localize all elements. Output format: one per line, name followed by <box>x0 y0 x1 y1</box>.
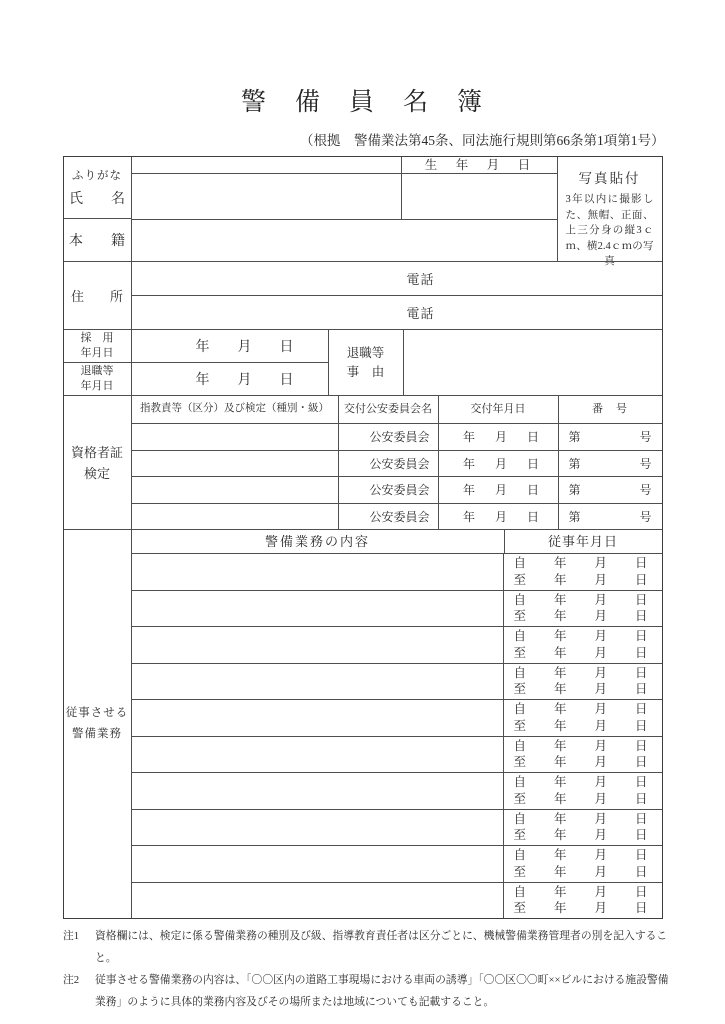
number-prefix: 第 <box>568 509 581 524</box>
identity-label-column <box>64 157 132 261</box>
name-row <box>132 174 557 219</box>
qualification-kind-entry <box>132 424 338 450</box>
to-label: 至 <box>513 901 527 916</box>
month-label: 月 <box>594 556 607 571</box>
footnote-text: 従事させる警備業務の内容は、「〇〇区内の道路工事現場における車両の誘導」「〇〇区〇〇町××ビルにおける施設警備業務」のように具体的業務内容及びその場所または地域についても記載すること。 <box>95 974 669 1008</box>
photo-title: 写真貼付 <box>578 171 641 186</box>
month-label: 月 <box>594 572 607 587</box>
to-label: 至 <box>513 645 527 660</box>
engagement-date-entry <box>504 554 662 590</box>
engagement-to-line <box>514 720 648 733</box>
address-entry-row <box>132 295 662 329</box>
year-label: 年 <box>553 682 567 697</box>
engagement-date-entry <box>504 773 662 809</box>
certificate-number-entry <box>558 424 662 450</box>
day-label: 日 <box>634 556 648 571</box>
work-content-entry <box>132 700 504 736</box>
work-content-entry <box>132 627 504 663</box>
leave-label-line1: 退職等 <box>80 365 114 377</box>
engagement-date-entry <box>504 737 662 773</box>
reason-label-line2: 事 由 <box>346 365 385 379</box>
from-label: 自 <box>513 665 527 680</box>
engagement-row <box>132 626 662 663</box>
footnote-marker: 注2 <box>63 974 80 986</box>
qualification-kind-header: 指教責等（区分）及び検定（種別・級） <box>140 403 329 415</box>
furigana-label: ふりがな <box>72 170 122 182</box>
engagement-date-header: 従事年月日 <box>504 530 662 553</box>
engagement-label <box>64 530 132 918</box>
certificate-number-header: 番 号 <box>558 396 662 423</box>
engagement-date-entry <box>504 883 662 919</box>
number-suffix: 号 <box>639 483 652 498</box>
leave-date-entry: 年 月 日 <box>195 373 294 388</box>
year-label: 年 <box>553 884 567 899</box>
year-label: 年 <box>553 848 567 863</box>
address-section <box>64 261 662 329</box>
engagement-row <box>132 699 662 736</box>
day-label: 日 <box>634 775 648 790</box>
month-label: 月 <box>594 848 607 863</box>
work-content-entry <box>132 737 504 773</box>
engagement-row <box>132 809 662 846</box>
engagement-from-line <box>514 849 648 862</box>
number-suffix: 号 <box>639 509 652 524</box>
day-label: 日 <box>634 901 648 916</box>
engagement-rows <box>132 553 662 918</box>
footnote <box>63 969 725 1013</box>
from-label: 自 <box>513 629 527 644</box>
engagement-from-line <box>514 667 648 680</box>
day-label: 日 <box>634 755 648 770</box>
qualification-label <box>64 396 132 529</box>
identity-entry-area <box>132 157 557 261</box>
address-label: 住 所 <box>64 262 132 329</box>
to-label: 至 <box>513 609 527 624</box>
engagement-to-line <box>514 866 648 879</box>
qualification-row <box>132 423 662 450</box>
issue-date-entry: 年 月 日 <box>438 424 558 450</box>
honseki-label: 本 籍 <box>69 234 125 249</box>
year-label: 年 <box>553 775 567 790</box>
leave-label-line2: 年月日 <box>80 380 114 392</box>
day-label: 日 <box>634 702 648 717</box>
qualification-kind-entry <box>132 504 338 530</box>
year-label: 年 <box>553 629 567 644</box>
work-content-entry <box>132 554 504 590</box>
engagement-date-entry <box>504 627 662 663</box>
furigana-entry-area <box>132 157 402 173</box>
engagement-label-line1: 従事させる <box>65 706 129 719</box>
year-label: 年 <box>553 609 567 624</box>
qualification-kind-entry <box>132 477 338 503</box>
certificate-number-entry <box>558 451 662 477</box>
name-label-cell <box>64 157 131 219</box>
engagement-to-line <box>514 574 648 587</box>
engagement-to-line <box>514 610 648 623</box>
qualification-label-line2: 検定 <box>83 465 110 481</box>
engagement-from-line <box>514 813 648 826</box>
name-label: 氏 名 <box>69 192 125 207</box>
month-label: 月 <box>594 755 607 770</box>
work-content-entry <box>132 591 504 627</box>
employment-dates-left <box>64 330 329 395</box>
engagement-row <box>132 553 662 590</box>
birthdate-entry-area <box>402 174 557 219</box>
engagement-header-row <box>132 530 662 553</box>
month-label: 月 <box>594 901 607 916</box>
engagement-grid <box>132 530 662 918</box>
name-entry-area <box>132 174 402 219</box>
year-label: 年 <box>553 665 567 680</box>
from-label: 自 <box>513 848 527 863</box>
issue-date-entry: 年 月 日 <box>438 504 558 530</box>
month-label: 月 <box>594 682 607 697</box>
certificate-number-entry <box>558 504 662 530</box>
engagement-to-line <box>514 647 648 660</box>
hire-date-entry: 年 月 日 <box>195 340 294 355</box>
engagement-from-line <box>514 740 648 753</box>
number-prefix: 第 <box>568 483 581 498</box>
year-label: 年 <box>553 755 567 770</box>
engagement-to-line <box>514 756 648 769</box>
work-content-entry <box>132 773 504 809</box>
year-label: 年 <box>553 702 567 717</box>
month-label: 月 <box>594 828 607 843</box>
engagement-to-line <box>514 829 648 842</box>
from-label: 自 <box>513 702 527 717</box>
day-label: 日 <box>634 718 648 733</box>
engagement-row <box>132 772 662 809</box>
month-label: 月 <box>594 702 607 717</box>
number-suffix: 号 <box>639 430 652 445</box>
month-label: 月 <box>594 791 607 806</box>
legal-basis-line: （根拠 警備業法第45条、同法施行規則第66条第1項第1号） <box>300 133 665 148</box>
year-label: 年 <box>553 828 567 843</box>
engagement-date-entry <box>504 846 662 882</box>
hire-label-line2: 年月日 <box>80 347 114 359</box>
qualification-row <box>132 503 662 530</box>
qualification-rows <box>132 423 662 529</box>
day-label: 日 <box>634 572 648 587</box>
to-label: 至 <box>513 572 527 587</box>
certificate-number-entry <box>558 477 662 503</box>
day-label: 日 <box>634 609 648 624</box>
day-label: 日 <box>634 645 648 660</box>
roster-table <box>63 156 663 919</box>
day-label: 日 <box>634 682 648 697</box>
day-label: 日 <box>634 828 648 843</box>
work-content-header: 警備業務の内容 <box>264 534 370 549</box>
number-suffix: 号 <box>639 456 652 471</box>
to-label: 至 <box>513 864 527 879</box>
issue-date-entry: 年 月 日 <box>438 451 558 477</box>
identity-section <box>64 157 662 267</box>
engagement-from-line <box>514 594 648 607</box>
qualification-row <box>132 450 662 477</box>
engagement-section <box>64 529 662 918</box>
reason-label-line1: 退職等 <box>346 345 385 360</box>
engagement-date-entry <box>504 591 662 627</box>
phone-label: 電話 <box>406 272 435 287</box>
address-rows <box>132 262 662 329</box>
year-label: 年 <box>553 791 567 806</box>
leave-reason-label <box>329 330 404 395</box>
engagement-from-line <box>514 703 648 716</box>
from-label: 自 <box>513 775 527 790</box>
from-label: 自 <box>513 592 527 607</box>
issuing-committee-entry: 公安委員会 <box>338 504 438 530</box>
footnote <box>63 925 725 969</box>
photo-instructions: 3年以内に撮影した、無帽、正面、上三分身の縦3ｃｍ、横2.4ｃｍの写真 <box>565 194 654 267</box>
issuing-committee-header: 交付公安委員会名 <box>338 396 438 423</box>
engagement-label-line2: 警備業務 <box>72 728 122 740</box>
engagement-to-line <box>514 793 648 806</box>
footnote-text: 資格欄には、検定に係る警備業務の種別及び級、指導教育責任者は区分ごとに、機械警備業務管理者の別を記入すること。 <box>95 930 668 964</box>
day-label: 日 <box>634 864 648 879</box>
year-label: 年 <box>553 645 567 660</box>
year-label: 年 <box>553 738 567 753</box>
year-label: 年 <box>553 556 567 571</box>
qualification-header-row <box>132 396 662 423</box>
number-prefix: 第 <box>568 456 581 471</box>
month-label: 月 <box>594 629 607 644</box>
employment-dates-section <box>64 329 662 395</box>
engagement-row <box>132 663 662 700</box>
to-label: 至 <box>513 682 527 697</box>
engagement-from-line <box>514 630 648 643</box>
issuing-committee-entry: 公安委員会 <box>338 424 438 450</box>
birthdate-label: 生 年 月 日 <box>424 157 534 172</box>
honseki-entry-area <box>132 219 557 261</box>
month-label: 月 <box>594 811 607 826</box>
engagement-date-entry <box>504 810 662 846</box>
month-label: 月 <box>594 884 607 899</box>
day-label: 日 <box>634 884 648 899</box>
year-label: 年 <box>553 811 567 826</box>
from-label: 自 <box>513 738 527 753</box>
from-label: 自 <box>513 556 527 571</box>
engagement-from-line <box>514 557 648 570</box>
month-label: 月 <box>594 592 607 607</box>
month-label: 月 <box>594 665 607 680</box>
day-label: 日 <box>634 665 648 680</box>
hire-date-label <box>64 330 132 362</box>
year-label: 年 <box>553 901 567 916</box>
engagement-from-line <box>514 776 648 789</box>
issue-date-entry: 年 月 日 <box>438 477 558 503</box>
hire-date-row <box>64 330 328 362</box>
engagement-row <box>132 882 662 919</box>
qualification-kind-entry <box>132 451 338 477</box>
to-label: 至 <box>513 791 527 806</box>
furigana-row <box>132 157 557 174</box>
engagement-to-line <box>514 902 648 915</box>
qualification-label-line1: 資格者証 <box>70 444 123 460</box>
day-label: 日 <box>634 811 648 826</box>
year-label: 年 <box>553 572 567 587</box>
month-label: 月 <box>594 738 607 753</box>
footnote-marker: 注1 <box>63 930 80 942</box>
day-label: 日 <box>634 738 648 753</box>
day-label: 日 <box>634 629 648 644</box>
to-label: 至 <box>513 755 527 770</box>
qualification-section <box>64 395 662 529</box>
page-title: 警 備 員 名 簿 <box>240 89 484 116</box>
footnotes <box>63 925 725 1013</box>
year-label: 年 <box>553 718 567 733</box>
year-label: 年 <box>553 864 567 879</box>
work-content-entry <box>132 664 504 700</box>
qualification-grid <box>132 396 662 529</box>
leave-reason-entry-area <box>404 330 662 395</box>
month-label: 月 <box>594 718 607 733</box>
qualification-row <box>132 476 662 503</box>
month-label: 月 <box>594 775 607 790</box>
engagement-date-entry <box>504 700 662 736</box>
hire-label-line1: 採 用 <box>80 332 114 344</box>
day-label: 日 <box>634 791 648 806</box>
to-label: 至 <box>513 718 527 733</box>
work-content-entry <box>132 883 504 919</box>
engagement-date-entry <box>504 664 662 700</box>
engagement-from-line <box>514 886 648 899</box>
engagement-row <box>132 590 662 627</box>
engagement-to-line <box>514 683 648 696</box>
address-entry-row <box>132 262 662 295</box>
month-label: 月 <box>594 864 607 879</box>
engagement-row <box>132 845 662 882</box>
day-label: 日 <box>634 848 648 863</box>
leave-date-row <box>64 362 328 395</box>
issue-date-header: 交付年月日 <box>438 396 558 423</box>
from-label: 自 <box>513 811 527 826</box>
to-label: 至 <box>513 828 527 843</box>
from-label: 自 <box>513 884 527 899</box>
month-label: 月 <box>594 645 607 660</box>
work-content-entry <box>132 810 504 846</box>
issuing-committee-entry: 公安委員会 <box>338 477 438 503</box>
phone-label: 電話 <box>406 306 435 321</box>
month-label: 月 <box>594 609 607 624</box>
number-prefix: 第 <box>568 430 581 445</box>
issuing-committee-entry: 公安委員会 <box>338 451 438 477</box>
photo-attachment-box <box>557 157 662 267</box>
day-label: 日 <box>634 592 648 607</box>
year-label: 年 <box>553 592 567 607</box>
leave-date-label <box>64 363 132 395</box>
work-content-entry <box>132 846 504 882</box>
engagement-row <box>132 736 662 773</box>
